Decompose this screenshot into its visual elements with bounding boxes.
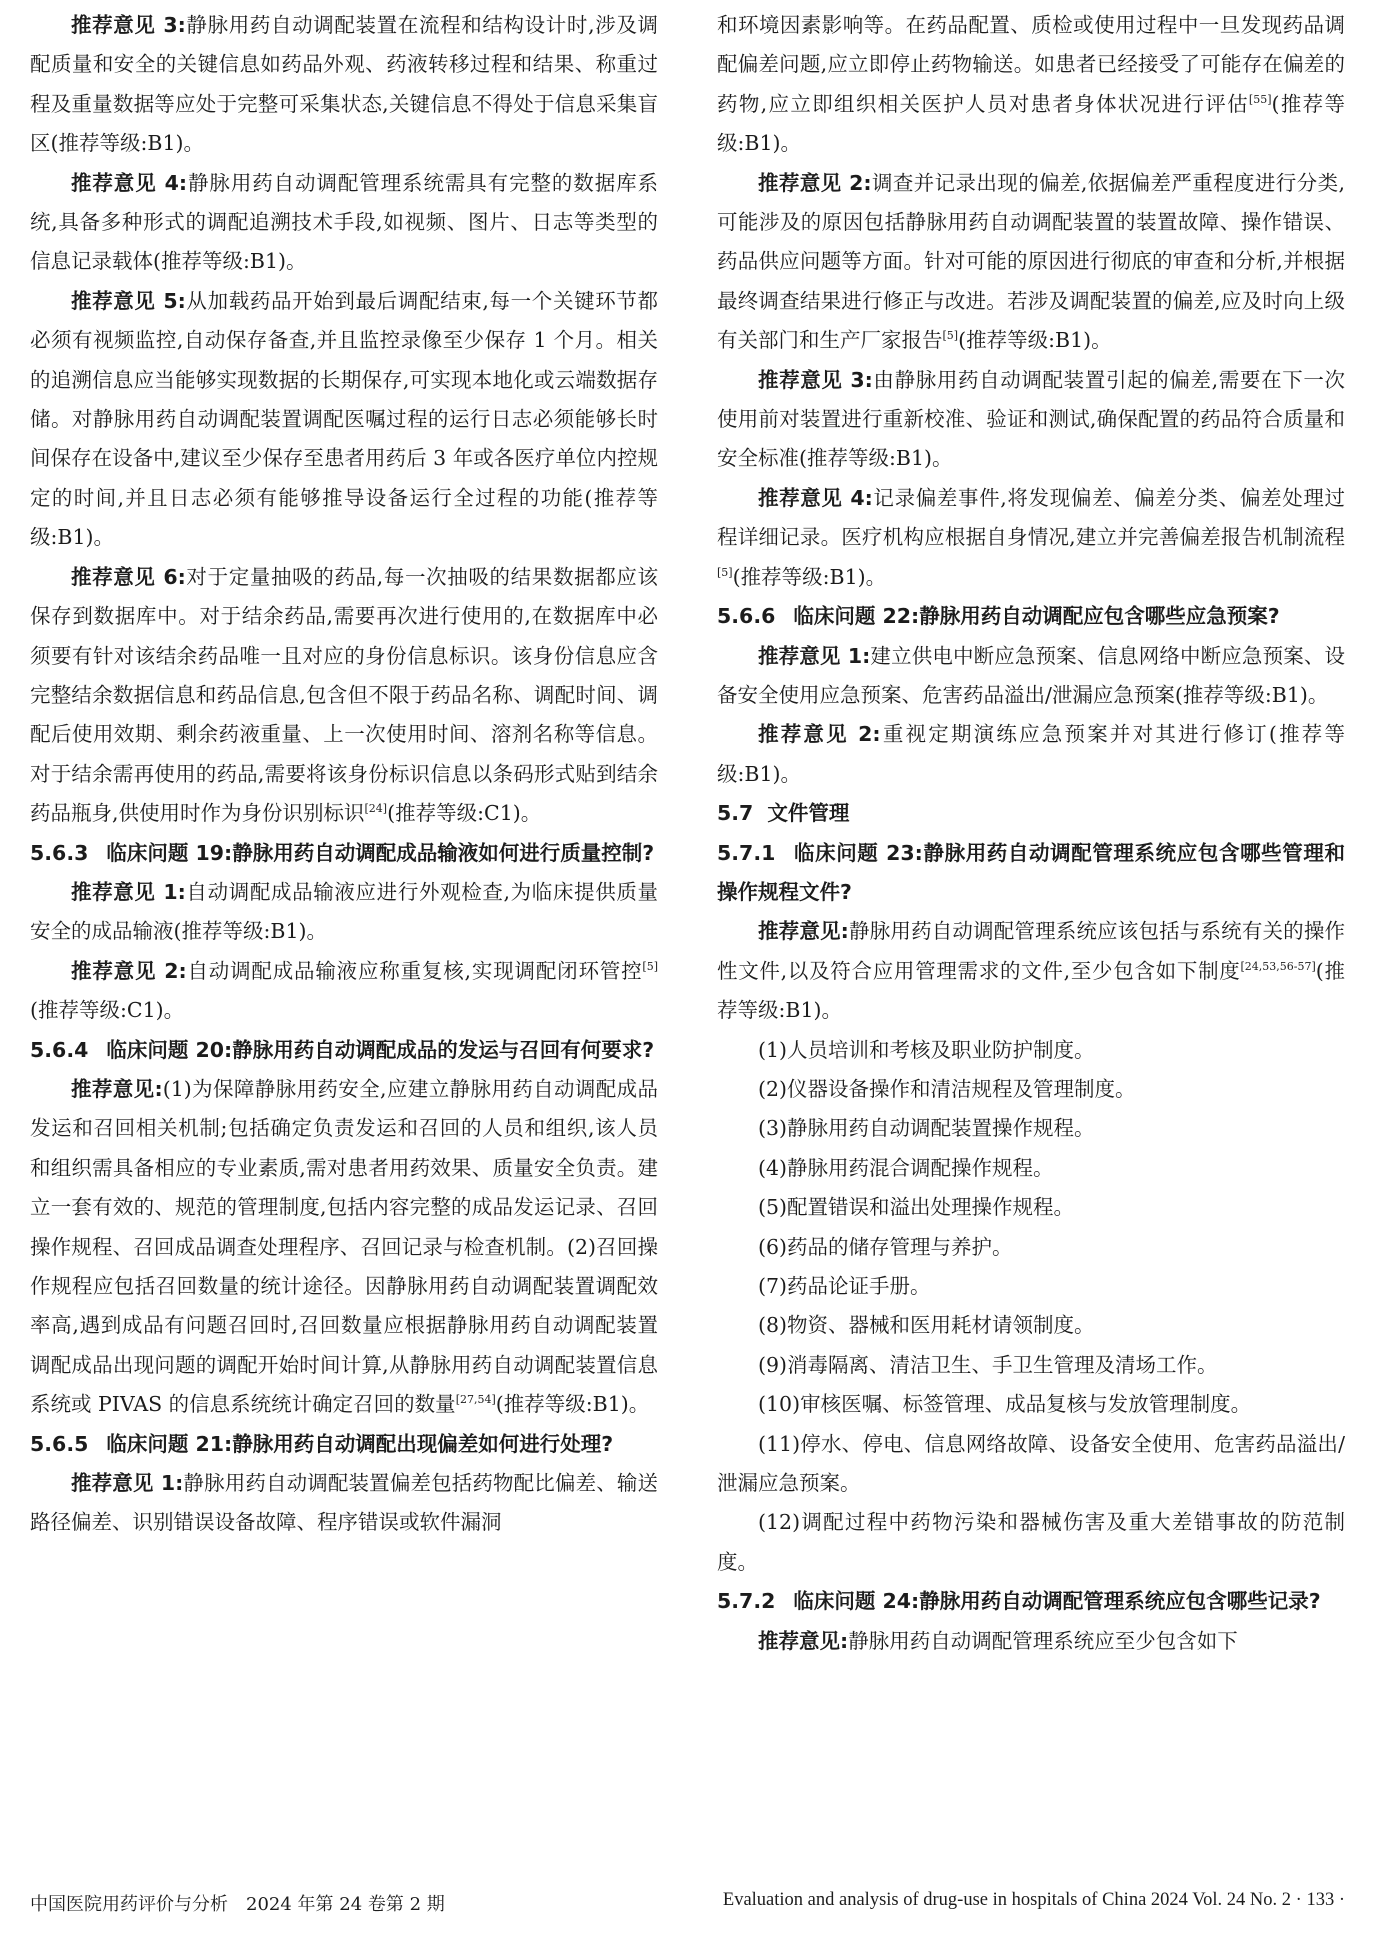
list-item: (2)仪器设备操作和清洁规程及管理制度。: [758, 1076, 1136, 1101]
citation: [27,54]: [455, 1393, 496, 1407]
paragraph-text: 由静脉用药自动调配装置引起的偏差,需要在下一次使用前对装置进行重新校准、验证和测试,确保配置的药品符合质量和安全标准(推荐等级:B1)。: [717, 367, 1345, 471]
recommendation-label: 推荐意见 4:: [71, 170, 188, 195]
section-number: 5.7: [717, 801, 754, 826]
paragraph-text: (推荐等级:B1)。: [717, 958, 1346, 1023]
section-number: 5.6.4: [30, 1037, 89, 1062]
paragraph: [30, 6, 658, 164]
paragraph: [717, 479, 1345, 597]
section-number: 5.6.3: [30, 840, 89, 865]
list-item: (6)药品的储存管理与养护。: [758, 1234, 1013, 1259]
section-heading: [30, 1425, 658, 1464]
paragraph: [30, 164, 658, 282]
paragraph-text: (推荐等级:C1)。: [30, 998, 185, 1023]
recommendation-label: 推荐意见 2:: [758, 722, 881, 747]
journal-name-en: Evaluation and analysis of drug-use in hospitals of China 2024 Vol. 24 No. 2 · 133 ·: [722, 1890, 1345, 1910]
recommendation-label: 推荐意见 4:: [758, 485, 873, 510]
paragraph: [717, 1622, 1345, 1661]
recommendation-label: 推荐意见 1:: [71, 1471, 184, 1496]
paragraph: [717, 6, 1345, 164]
journal-name-cn: 中国医院用药评价与分析 2024 年第 24 卷第 2 期: [30, 1894, 445, 1915]
paragraph: [717, 912, 1345, 1030]
recommendation-label: 推荐意见 1:: [71, 879, 186, 904]
paragraph-text: 建立供电中断应急预案、信息网络中断应急预案、设备安全使用应急预案、危害药品溢出/泄漏应急预案(推荐等级:B1)。: [717, 643, 1345, 707]
paragraph-text: (推荐等级:B1)。: [717, 91, 1346, 156]
section-title: 临床问题 24:静脉用药自动调配管理系统应包含哪些记录?: [793, 1589, 1321, 1614]
paragraph-text: (推荐等级:B1)。: [495, 1392, 650, 1417]
citation: [5]: [642, 959, 658, 973]
paragraph: [717, 164, 1345, 361]
section-heading: [717, 834, 1345, 913]
paragraph-text: 自动调配成品输液应进行外观检查,为临床提供质量安全的成品输液(推荐等级:B1)。: [30, 879, 658, 944]
section-heading: [717, 794, 1345, 833]
paragraph-text: 静脉用药自动调配装置偏差包括药物配比偏差、输送路径偏差、识别错误设备故障、程序错误或软件漏洞: [30, 1471, 658, 1535]
list-item: (8)物资、器械和医用耗材请领制度。: [758, 1313, 1095, 1338]
section-title: 临床问题 21:静脉用药自动调配出现偏差如何进行处理?: [106, 1431, 614, 1456]
recommendation-label: 推荐意见 2:: [758, 170, 872, 195]
right-column: [717, 6, 1345, 1661]
list-item: (5)配置错误和溢出处理操作规程。: [758, 1195, 1075, 1220]
recommendation-label: 推荐意见:: [758, 1628, 849, 1653]
citation: [5]: [717, 565, 733, 579]
paragraph-text: 和环境因素影响等。在药品配置、质检或使用过程中一旦发现药品调配偏差问题,应立即停止药物输送。如患者已经接受了可能存在偏差的药物,应立即组织相关医护人员对患者身体状况进行评估: [717, 13, 1345, 116]
list-item: (10)审核医嘱、标签管理、成品复核与发放管理制度。: [758, 1392, 1252, 1417]
list-item: (7)药品论证手册。: [758, 1274, 931, 1298]
section-title: 临床问题 22:静脉用药自动调配应包含哪些应急预案?: [793, 604, 1280, 629]
recommendation-label: 推荐意见 3:: [758, 367, 873, 392]
paragraph: [717, 637, 1345, 716]
section-title: 临床问题 23:静脉用药自动调配管理系统应包含哪些管理和操作规程文件?: [717, 840, 1345, 904]
paragraph-text: 从加载药品开始到最后调配结束,每一个关键环节都必须有视频监控,自动保存备查,并且监控录像至少保存 1 个月。相关的追溯信息应当能够实现数据的长期保存,可实现本地化或云端数据存储。对静脉用药自动调配装置调配医嘱过程的运行日志必须能够长时间保存在设备中,建议至少保存至患者用药后 3 年或各医疗单位内控规定的时间,并且日志必须有能够推导设备运行全过程的功能(推荐等级:B1)。: [30, 288, 658, 550]
section-heading: [30, 834, 658, 873]
citation: [55]: [1248, 92, 1272, 106]
recommendation-label: 推荐意见:: [71, 1076, 163, 1101]
citation: [5]: [942, 329, 959, 343]
paragraph: [717, 715, 1345, 794]
citation: [24]: [364, 802, 388, 816]
paragraph-text: 记录偏差事件,将发现偏差、偏差分类、偏差处理过程详细记录。医疗机构应根据自身情况,建立并完善偏差报告机制流程: [717, 485, 1345, 550]
section-number: 5.6.5: [30, 1431, 89, 1456]
left-column: [30, 6, 658, 1543]
page-footer: [30, 1890, 1345, 1920]
list-item: (1)人员培训和考核及职业防护制度。: [758, 1037, 1095, 1062]
section-title: 文件管理: [767, 801, 850, 826]
paragraph: [30, 558, 658, 834]
recommendation-label: 推荐意见 1:: [758, 643, 871, 668]
section-heading: [717, 1582, 1345, 1621]
paragraph-text: (1)为保障静脉用药安全,应建立静脉用药自动调配成品发运和召回相关机制;包括确定负责发运和召回的人员和组织,该人员和组织需具备相应的专业素质,需对患者用药效果、质量安全负责。建立一套有效的、规范的管理制度,包括内容完整的成品发运记录、召回操作规程、召回成品调查处理程序、召回记录与检查机制。(2)召回操作规程应包括召回数量的统计途径。因静脉用药自动调配装置调配效率高,遇到成品有问题召回时,召回数量应根据静脉用药自动调配装置调配成品出现问题的调配开始时间计算,从静脉用药自动调配装置信息系统或 PIVAS 的信息系统统计确定召回的数量: [30, 1076, 658, 1417]
section-number: 5.6.6: [717, 604, 776, 629]
section-title: 临床问题 19:静脉用药自动调配成品输液如何进行质量控制?: [106, 840, 655, 865]
paragraph-text: 调查并记录出现的偏差,依据偏差严重程度进行分类,可能涉及的原因包括静脉用药自动调配装置的装置故障、操作错误、药品供应问题等方面。针对可能的原因进行彻底的审查和分析,并根据最终调查结果进行修正与改进。若涉及调配装置的偏差,应及时向上级有关部门和生产厂家报告: [717, 170, 1345, 353]
list-item: (11)停水、停电、信息网络故障、设备安全使用、危害药品溢出/泄漏应急预案。: [717, 1431, 1345, 1496]
paragraph: [30, 873, 658, 952]
recommendation-label: 推荐意见 2:: [71, 958, 187, 983]
recommendation-label: 推荐意见 6:: [71, 564, 186, 589]
paragraph: [30, 1070, 658, 1425]
list-item: (12)调配过程中药物污染和器械伤害及重大差错事故的防范制度。: [717, 1510, 1345, 1574]
recommendation-label: 推荐意见 3:: [71, 13, 186, 37]
recommendation-label: 推荐意见:: [758, 919, 849, 944]
paragraph-text: 静脉用药自动调配管理系统需具有完整的数据库系统,具备多种形式的调配追溯技术手段,如视频、图片、日志等类型的信息记录载体(推荐等级:B1)。: [30, 170, 658, 274]
list-item: (3)静脉用药自动调配装置操作规程。: [758, 1116, 1095, 1141]
section-heading: [717, 597, 1345, 636]
recommendation-label: 推荐意见 5:: [71, 288, 186, 313]
paragraph-text: (推荐等级:B1)。: [732, 564, 887, 589]
paragraph-text: 重视定期演练应急预案并对其进行修订(推荐等级:B1)。: [717, 722, 1345, 786]
citation: [24,53,56-57]: [1240, 959, 1316, 973]
paragraph-text: 静脉用药自动调配管理系统应至少包含如下: [848, 1628, 1238, 1653]
paragraph-text: (推荐等级:B1)。: [958, 328, 1112, 353]
section-title: 临床问题 20:静脉用药自动调配成品的发运与召回有何要求?: [106, 1037, 655, 1062]
list-item: (9)消毒隔离、清洁卫生、手卫生管理及清场工作。: [758, 1352, 1218, 1377]
list-item: (4)静脉用药混合调配操作规程。: [758, 1155, 1054, 1180]
paragraph-text: (推荐等级:C1)。: [387, 801, 542, 826]
paragraph: [30, 282, 658, 558]
section-number: 5.7.1: [717, 840, 776, 865]
paragraph: [717, 361, 1345, 479]
paragraph-text: 对于定量抽吸的药品,每一次抽吸的结果数据都应该保存到数据库中。对于结余药品,需要再次进行使用的,在数据库中必须要有针对该结余药品唯一且对应的身份信息标识。该身份信息应含完整结余数据信息和药品信息,包含但不限于药品名称、调配时间、调配后使用效期、剩余药液重量、上一次使用时间、溶剂名称等信息。对于结余需再使用的药品,需要将该身份标识信息以条码形式贴到结余药品瓶身,供使用时作为身份识别标识: [30, 564, 658, 826]
section-number: 5.7.2: [717, 1589, 776, 1614]
paragraph-text: 自动调配成品输液应称重复核,实现调配闭环管控: [186, 958, 643, 983]
paragraph: [30, 1464, 658, 1543]
section-heading: [30, 1031, 658, 1070]
paragraph-text: 静脉用药自动调配装置在流程和结构设计时,涉及调配质量和安全的关键信息如药品外观、药液转移过程和结果、称重过程及重量数据等应处于完整可采集状态,关键信息不得处于信息采集盲区(推荐等级:B1)。: [30, 13, 658, 156]
paragraph-text: 静脉用药自动调配管理系统应该包括与系统有关的操作性文件,以及符合应用管理需求的文件,至少包含如下制度: [717, 919, 1346, 983]
paragraph: [30, 952, 658, 1031]
